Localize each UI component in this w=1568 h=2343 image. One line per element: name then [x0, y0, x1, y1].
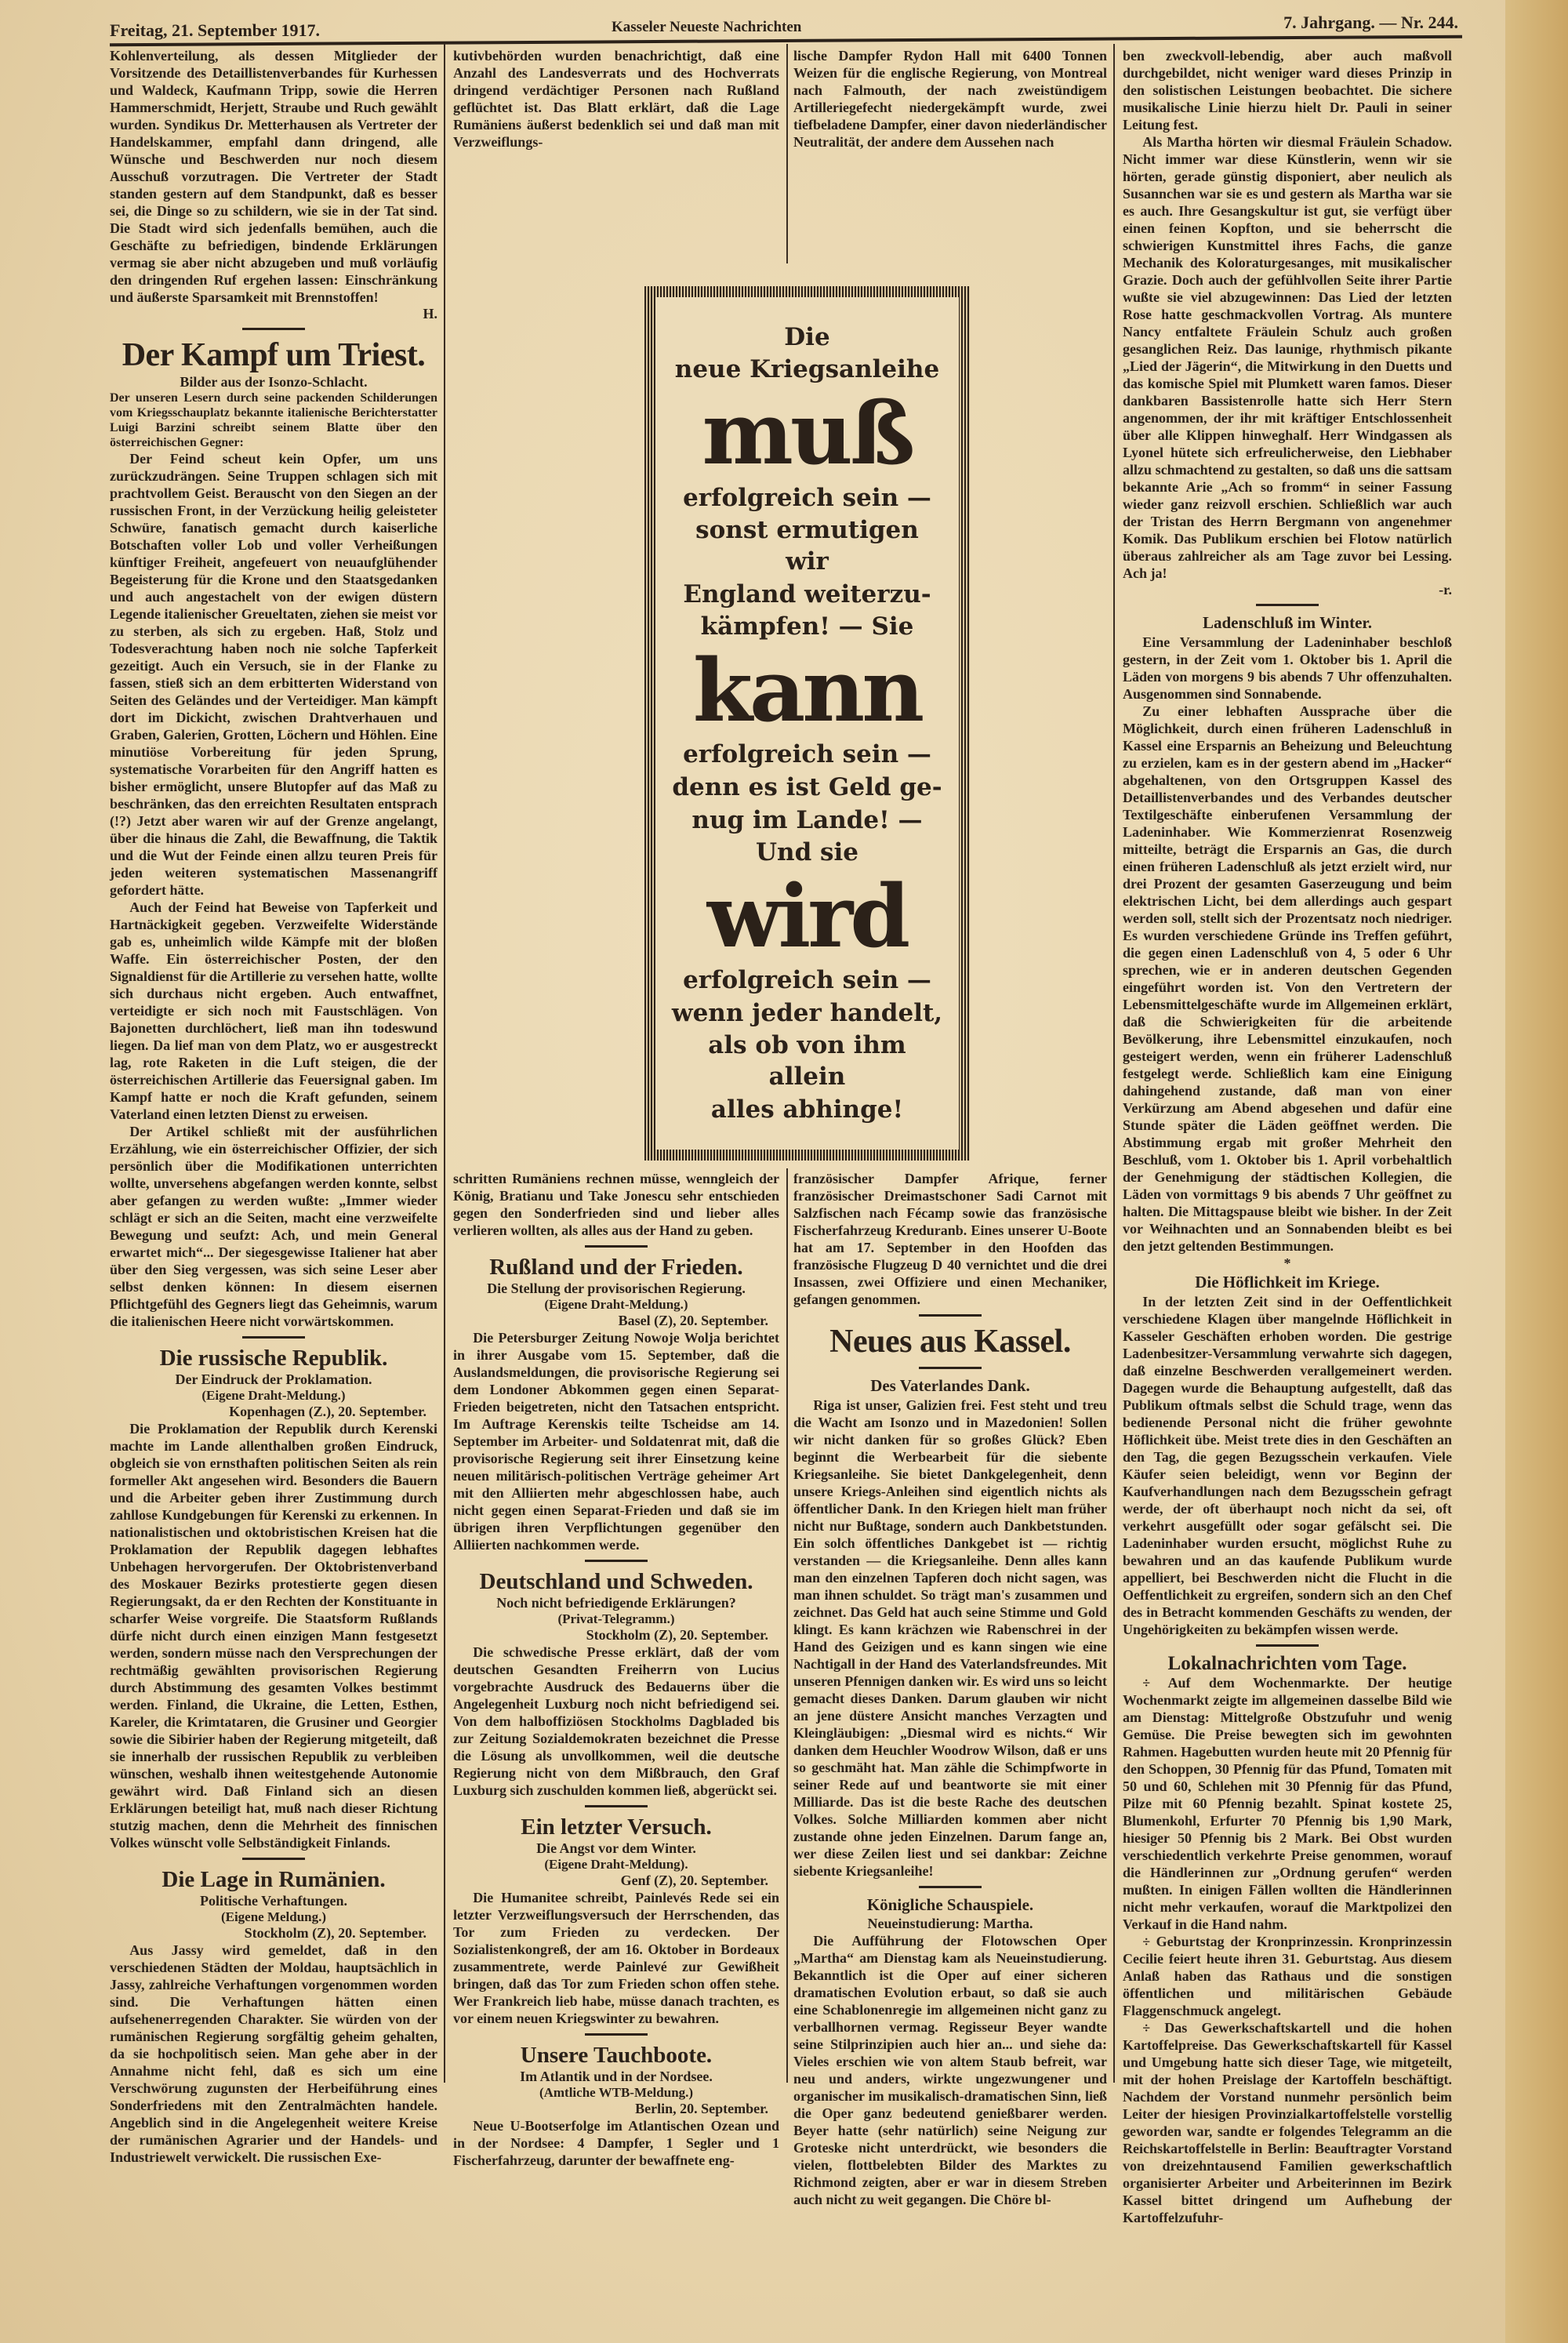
article-paragraph: Aus Jassy wird gemeldet, daß in den verschiedenen Städten der Moldau, hauptsächlich in Jassy, zahlreiche Verhaftungen vorgenommen worden sind. Die Verhaftungen hätten einen aufsehenerregenden Charakter. Sie würden von der rumänischen Regierung sorgfältig geheim gehalten, da sie hochpolitisch seien. Man gehe aber in der Annahme nicht fehl, daß es sich um eine Verschwörung zugunsten der Herbeiführung eines Sonderfriedens mit den Zentralmächten handele. Angeblich sind in die Angelegenheit weitere Kreise der rumänischen Agrarier und der Handels- und Industriewelt verwickelt. Die russischen Exe-	[110, 1942, 437, 2165]
article-paragraph: Der Artikel schließt mit der ausführlichen Erzählung, wie ein österreichischer Offizier, der sich persönlich über die Modifikationen unterrichten wollte, unversehens abgefangen werden konnte, selbst aber gefangen zu werden wußte: „Immer wieder schlägt er sich an die Seiten, macht eine verzweifelte Bewegung und seufzt: Ach, und mein General erwartet mich“... Der siegesgewisse Italiener hat aber über den Sieg vergessen, was sich seine Leser aber selbst denken können: In diesem eisernen Pflichtgefühl des Gegners liegt das Geheimnis, warum die italienischen Heere nicht vorwärtskommen.	[110, 1124, 437, 1329]
divider	[242, 328, 305, 330]
issue-number: 7. Jahrgang. — Nr. 244.	[1283, 13, 1458, 32]
article-text: Kohlenverteilung, als dessen Mitglieder der Vorsitzende des Detaillistenverbandes für Kurhessen und Waldeck, Kaufmann Tripp, sowie die Herren Hammerschmidt, Herjett, Straube und Ruch gewählt wurden. Syndikus Dr. Metterhausen als Vertreter der Handelskammer, empfahl dann dringend, alle Wünsche und Beschwerden nur noch diesem Ausschuß vorzutragen. Die Vertreter der Stadt standen gestern auf dem Standpunkt, daß es besser sei, die Dinge so zu schildern, wie sie in der Tat sind. Die Stadt wird sich jedenfalls bemühen, auch die Geschäfte zu befriedigen, bindende Erklärungen vermag sie aber nicht abzugeben und muß vorläufig den dringenden Ruf ergehen lassen: Einschränkung und äußerste Sparsamkeit mit Brennstoffen!	[110, 48, 437, 305]
source-note: (Eigene Meldung.)	[220, 1909, 327, 1924]
page-edge	[1505, 0, 1568, 2343]
column-2	[453, 1170, 779, 2169]
subheadline: Politische Verhaftungen.	[199, 1893, 347, 1909]
divider	[585, 2033, 648, 2036]
column-2-top	[453, 47, 779, 151]
column-divider	[1113, 44, 1115, 2083]
column-3	[793, 1170, 1107, 2208]
column-4	[1123, 47, 1452, 2226]
ad-line: erfolgreich sein —	[683, 740, 931, 769]
column-divider	[444, 44, 445, 2083]
newspaper-title: Kasseler Neueste Nachrichten	[612, 19, 802, 35]
dateline: Basel (Z), 20. September.	[618, 1313, 768, 1328]
headline-versuch: Ein letzter Versuch.	[521, 1814, 712, 1840]
subheadline: Die Stellung der provisorischen Regierung.	[487, 1280, 746, 1296]
ad-line: erfolgreich sein —	[683, 483, 931, 512]
ad-line: als ob von ihm allein	[708, 1031, 906, 1092]
ad-keyword: wird	[706, 865, 908, 967]
article-paragraph: Die schwedische Presse erklärt, daß der vom deutschen Gesandten Freiherrn von Lucius vorgebrachte Ausdruck des Bedauerns über die Angelegenheit Luxburg noch nicht befriedigend sei. Von dem halboffiziösen Stockholms Dagbladed bis zur Zeitung Sozialdemokraten bezeichnet die Presse die Lösung als unvollkommen, weil die deutsche Regierung nicht von dem Mißbrauch, den Graf Luxburg sich zuschulden kommen ließ, abgerückt sei.	[453, 1644, 779, 1798]
headline-ladenschluss: Ladenschluß im Winter.	[1202, 613, 1373, 632]
article-paragraph: Eine Versammlung der Ladeninhaber beschloß gestern, in der Zeit vom 1. Oktober bis 1. April die Läden von morgens 9 bis abends 7 Uhr offenzuhalten. Ausgenommen sind Sonnabende.	[1123, 634, 1452, 702]
dateline: Kopenhagen (Z.), 20. September.	[229, 1404, 426, 1419]
headline-schauspiele: Königliche Schauspiele.	[866, 1895, 1034, 1914]
subheadline: Bilder aus der Isonzo-Schlacht.	[180, 374, 368, 390]
headline-tauchboote: Unsere Tauchboote.	[520, 2043, 713, 2068]
source-note: (Privat-Telegramm.)	[557, 1611, 675, 1626]
headline-dank: Des Vaterlandes Dank.	[870, 1376, 1030, 1395]
section-title-neues-aus-kassel: Neues aus Kassel.	[829, 1324, 1071, 1360]
article-paragraph: Neue U-Bootserfolge im Atlantischen Ozean und in der Nordsee: 4 Dampfer, 1 Segler und 1 Fischerfahrzeug, darunter der bewaffnete eng-	[453, 2118, 779, 2168]
dateline: Genf (Z), 20. September.	[620, 1873, 768, 1888]
headline-republik: Die russische Republik.	[159, 1346, 388, 1371]
column-divider	[786, 1168, 788, 2083]
asterisk-separator: *	[1283, 1255, 1291, 1271]
ad-line: erfolgreich sein —	[683, 966, 931, 995]
subheadline: Die Angst vor dem Winter.	[536, 1840, 696, 1856]
divider	[1256, 1644, 1319, 1647]
article-paragraph: Die Petersburger Zeitung Nowoje Wolja berichtet in ihrer Ausgabe vom 15. September, daß die Auslandsmeldungen, die provisorische Regierung sei dem Londoner Abkommen gegen einen Separat-Frieden beigetreten, nicht den Tatsachen entspricht. Im Auftrage Kerenskis teilte Tscheidse am 14. September im Arbeiter- und Soldatenrat mit, daß die provisorische Regierung seit ihrer Einsetzung keine neuen militärisch-politischen Verträge geheimer Art mit den Alliierten mehr abgeschlossen habe, auch nicht gegen einen Separat-Frieden und daß sie im übrigen ihren Verpflichtungen gegenüber den Alliierten nachkommen werde.	[453, 1330, 779, 1553]
headline-russland: Rußland und der Frieden.	[489, 1255, 743, 1280]
divider	[1256, 604, 1319, 606]
article-text: kutivbehörden wurden benachrichtigt, daß eine Anzahl des Landesverrats und des Hochverrats dringend verdächtiger Personen nach Rußland geflüchtet ist. Das Blatt erklärt, daß die Lage Rumäniens äußerst bedenklich sei und daß man mit Verzweiflungs-	[453, 48, 779, 150]
dateline: Stockholm (Z), 20. September.	[586, 1627, 768, 1643]
article-text: schritten Rumäniens rechnen müsse, wenngleich der König, Bratianu und Take Jonescu sehr entschieden gegen den Sonderfrieden sind und lieber alles verlieren wollten, als alles aus der Hand zu geben.	[453, 1171, 779, 1238]
headline-triest: Der Kampf um Triest.	[122, 337, 426, 373]
subheadline: Im Atlantik und in der Nordsee.	[520, 2069, 713, 2084]
headline-lokalnachrichten: Lokalnachrichten vom Tage.	[1167, 1653, 1407, 1674]
article-paragraph: Die Humanitee schreibt, Painlevés Rede sei ein letzter Verzweiflungsversuch der Herrschenden, das Tor zum Frieden zu verdecken. Der Sozialistenkongreß, der am 16. Oktober in Bordeaux zusammentrete, werde Painlevé zur Gewißheit bringen, daß das Tor zum Frieden schon offen stehe. Wer Frankreich lieb habe, müsse danach trachten, es vor einem neuen Kriegswinter zu bewahren.	[453, 1890, 779, 2026]
article-paragraph: In der letzten Zeit sind in der Oeffentlichkeit verschiedene Klagen über mangelnde Höflichkeit in Kasseler Geschäften erhoben worden. Die gestrige Ladenbesitzer-Versammlung verwahrte sich dagegen, daß einzelne Beschwerden verallgemeinert werden. Dagegen wurde die Behauptung aufgestellt, daß das Publikum oftmals selbst die Schuld trage, wenn das bedienende Personal nicht die früher gewohnte Höflichkeit übe. Meist trete dies in den Geschäften an den Tag, die gegen Bezugsschein verkaufen. Viele Käufer seien beleidigt, wenn vor Beginn der Kaufverhandlungen nach dem Bezugsschein gefragt werde, der oft überhaupt noch nicht da sei, oft verkehrt ausgefüllt oder sogar gefälscht sei. Die Ladeninhaber wurden ersucht, möglichst Ruhe zu bewahren und an das kaufende Publikum wurde appelliert, bei Beschwerden nicht die Flucht in die Oeffentlichkeit zu ergreifen, sondern sich an den Chef des in Betracht kommenden Geschäfts zu wenden, der Ungehörigkeiten zu bekämpfen wissen werde.	[1123, 1294, 1452, 1637]
article-paragraph: ben zweckvoll-lebendig, aber auch maßvoll durchgebildet, nicht weniger ward dieses Prinzip in den solistischen Leistungen beobachtet. Die sichere musikalische Linie hierzu hielt Dr. Pauli in seiner Leitung fest.	[1123, 48, 1452, 133]
dateline: Berlin, 20. September.	[635, 2101, 768, 2116]
column-1	[110, 47, 437, 2166]
article-paragraph: Die Proklamation der Republik durch Kerenski machte im Lande allenthalben großen Eindruck, obgleich sie von ernsthaften politischen Seiten als rein formeller Akt angesehen wird. Besonders die Bauern und die Arbeiter geben ihrer Zustimmung durch zahllose Kundgebungen für Kerenski zu erkennen. In nationalistischen und oktobristischen Kreisen hat die Proklamation der Republik dagegen lebhaftes Unbehagen hervorgerufen. Der Oktobristenverband des Moskauer Bezirks protestierte gegen diesen Regierungsakt, da er den Rechten der Konstituante in scharfer Weise vorgreife. Die Staatsform Rußlands dürfe nicht durch einen einzigen Mann festgesetzt werden, sondern müsse nach den Versprechungen der rechtmäßig gewählten provisorischen Regierung durch Abstimmung des gesamten Volkes bestimmt werden. Finland, die Ukraine, die Letten, Esthen, Kareler, die Krimtataren, die Grusiner und Georgier sowie die Sibirier haben der Regierung mitgeteilt, daß sie innerhalb der russischen Republik zu verbleiben wünschen, weshalb ihnen weitestgehende Autonomie gewährt wird. Daß Finland sich an diesen Erklärungen beteiligt hat, muß nach dieser Richtung stutzig machen, denn die Mehrheit des finnischen Volkes wünscht volle Selbständigkeit Finlands.	[110, 1421, 437, 1851]
ad-line: Und sie	[756, 838, 858, 867]
column-divider	[786, 44, 788, 263]
ad-line: alles abhinge!	[710, 1095, 904, 1124]
ad-line: Die	[784, 322, 830, 351]
subheadline: Neueinstudierung: Martha.	[867, 1916, 1033, 1931]
war-bond-advertisement	[644, 286, 970, 1161]
ad-line: England weiterzu-	[683, 579, 931, 608]
ad-line: nug im Lande! —	[691, 805, 923, 834]
headline-hoeflichkeit: Die Höflichkeit im Kriege.	[1195, 1273, 1380, 1291]
issue-date: Freitag, 21. September 1917.	[110, 20, 321, 40]
subheadline: Noch nicht befriedigende Erklärungen?	[496, 1595, 736, 1611]
ad-keyword: muß	[702, 382, 913, 484]
article-paragraph: Riga ist unser, Galizien frei. Fest steht und treu die Wacht am Isonzo und in Mazedonien! Sollen wir nicht danken für so großes Glück? Eben beginnt die Werbearbeit für die siebente Kriegsanleihe. Sie bietet Dankgelegenheit, denn unsere Kriegs-Anleihen sind eigentlich nichts als öffentlicher Dank. In den Kriegen hielt man früher nicht nur Bußtage, sondern auch Dankbetstunden. Ein solch öffentliches Dankgebet ist — richtig verstanden — die Kriegsanleihe. Denn alles kann man den einzelnen Tapferen doch nicht sagen, was man ihnen schuldet. So trägt man's zusammen und zeichnet. Das Geld hat auch seine Stimme und Gold klingt. Es kann krächzen wie Rabenschrei in der Hand des Geizigen und es kann singen wie eine Nachtigall in der Hand des Vaterlandsfreundes. Mit unseren Pfennigen danken wir. Es wird uns so leicht gemacht dieses Danken. Darum glauben wir nicht an jene düstere Ansicht manches Verzagten und Kleingläubigen: „Diesmal wird es nichts.“ Wir danken dem Heuchler Woodrow Wilson, daß er uns so geschmäht hat. Man zähle die Schimpfworte in seiner Rede auf und beantworte sie mit einer Milliarde. Das ist die beste Rache des deutschen Volkes. Solche Milliarden kommen aber nicht zustande ohne jeden Einzelnen. Darum fange an, wer diese Zeilen liest und sei dankbar: Zeichne siebente Kriegsanleihe!	[793, 1397, 1107, 1879]
headline-rumaenien: Die Lage in Rumänien.	[162, 1867, 386, 1892]
divider	[242, 1336, 305, 1339]
article-paragraph: Als Martha hörten wir diesmal Fräulein Schadow. Nicht immer war diese Künstlerin, wenn wir sie hörten, gerade günstig disponiert, aber neulich als Susannchen war sie es und gestern als Martha war sie es auch. Ihre Gesangskultur ist gut, sie verfügt über einen feinen Kopfton, und sie beherrscht die schwierigen Kunstmittel ihres Fachs, die ganze Mechanik des Koloraturgesanges, mit musikalischer Grazie. Doch auch der gefühlvollen Seite ihrer Partie wußte sie viel abzugewinnen: Das Lied der letzten Rose hatte geschmackvollen Vortrag. Als muntere Nancy entfaltete Fräulein Schulz auch großen gesanglichen Reiz. Das launige, rhythmisch pikante „Lied der Jägerin“, die Mitwirkung in den Duetts und das komische Spiel mit Plumkett waren famos. Dieser dankbaren Bassistenrolle hatte sich Herr Stern angenommen, der ihr mit kräftiger Entschlossenheit über alle Klippen hinweghalf. Herr Windgassen als Lyonel hütete sich erfreulicherweise, den Liebhaber allzu schmachtend zu gestalten, so daß uns die sattsam bekannte Arie „Ach so fromm“ in seiner Fassung wieder ganz reizvoll erschien. Schließlich war auch der Tristan des Herrn Bergmann von angenehmer Komik. Das Publikum erschien bei Flotow natürlich überaus zahlreicher als am Tage zuvor bei Lessing. Ach ja!	[1123, 134, 1452, 581]
article-lead: Der unseren Lesern durch seine packenden Schilderungen vom Kriegsschauplatz bekannte italienische Berichterstatter Luigi Barzini schreibt seinem Blatte über den österreichischen Gegner:	[110, 391, 437, 449]
divider	[585, 1805, 648, 1807]
source-note: (Eigene Draht-Meldung.)	[201, 1388, 346, 1403]
source-note: (Eigene Draht-Meldung).	[544, 1857, 688, 1872]
article-paragraph: Der Feind scheut kein Opfer, um uns zurückzudrängen. Seine Truppen schlagen sich mit prachtvollem Geist. Berauscht von den Siegen an der russischen Front, in der Verzückung heilig geleisteter Schwüre, fanatisch gemacht durch kaiserliche Botschaften voller Lob und voller Verheißungen künftiger Freiheit, angefeuert von neuaufglühender Begeisterung für die Krone und den Staatsgedanken und auch angestachelt von der ewigen düstern Legende italienischer Greueltaten, ziehen sie meist vor zu sterben, als sich zu ergeben. Haß, Stolz und Todesverachtung haben noch nie solche Tapferkeit gezeitigt. Auch ein Versuch, sie in der Flanke zu fassen, stieß sich an dem erbitterten Widerstand von Seiten des Geländes und der Verteidiger. Man kämpft dort im Dickicht, zwischen Drahtverhauen und Graben, Galerien, Grotten, Löchern und Höhlen. Eine minutiöse Vorbereitung für jeden Sprung, systematische Vorarbeiten für den Angriff hatten es bisher ermöglicht, unsere Blutopfer auf das Maß zu beschränken, das den erreichten Resultaten entsprach (!?) Jetzt aber waren wir auf der Grenze angelangt, über die hinaus die Zahl, die Bewaffnung, die Taktik und die Wut der Feinde einen allzu teuren Preis für jeden weiteren systematischen Massenangriff gefordert hätte.	[110, 451, 437, 898]
source-note: (Eigene Draht-Meldung.)	[544, 1297, 688, 1312]
subheadline: Der Eindruck der Proklamation.	[175, 1371, 372, 1387]
local-news-item: ÷ Auf dem Wochenmarkte. Der heutige Wochenmarkt zeigte im allgemeinen dasselbe Bild wie am Dienstag: Mittelgroße Obstzufuhr und wenig Gemüse. Die Preise bewegten sich im gewohnten Rahmen. Hagebutten wurden heute mit 20 Pfennig für den Schoppen, 30 Pfennig für das Pfund, Tomaten mit 50 und 60, Schlehen mit 30 Pfennig für das Pfund, Pilze mit 60 Pfennig bezahlt. Spinat kostete 25, Blumenkohl, Erfurter 70 Pfennig bis 1,90 Mark, hiesiger 50 Pfennig bis 2 Mark. Bei Obst wurden verschiedentlich verkehrte Preise genommen, worauf die Händlerinnen zur „Ordnung gerufen“ werden mußten. In einigen Fällen wollten die Händlerinnen nicht mehr verkaufen, worauf die Marktpolizei den Verkauf in die Hand nahm.	[1123, 1675, 1452, 1932]
ad-line: sonst ermutigen wir	[695, 516, 919, 576]
dateline: Stockholm (Z), 20. September.	[244, 1925, 426, 1941]
article-paragraph: Die Aufführung der Flotowschen Oper „Martha“ am Dienstag kam als Neueinstudierung. Bekanntlich ist die Oper auf einer sicheren dramatischen Evolution erbaut, so daß sie auch eine Schablonenregie im allgemeinen nicht ganz zu verballhornen vermag. Regisseur Beyer wandte seine Stilprinzipien auch hier an... und siehe da: Vieles erschien wie von altem Staub befreit, war neu und anders, wirkte ungezwungener und organischer im musikalisch-dramatischen Sinn, ließ die Oper ganz bedeutend genießbarer werden. Beyer hatte (sehr natürlich) seine Neigung zur Groteske nicht unterdrückt, wie besonders die vielen, flottbelebten Bilder des Marktes zu Richmond zeigten, aber er war in diesem Streben auch nicht zu weit gegangen. Die Chöre bl-	[793, 1933, 1107, 2207]
divider	[919, 1367, 982, 1369]
article-text: lische Dampfer Rydon Hall mit 6400 Tonnen Weizen für die englische Regierung, von Montreal nach Falmouth, der nach zweistündigem Artilleriegefecht niedergekämpft wurde, zwei tiefbeladene Dampfer, einer davon niederländischer Neutralität, der andere dem Aussehen nach	[793, 48, 1107, 150]
source-note: (Amtliche WTB-Meldung.)	[539, 2085, 694, 2100]
divider	[585, 1560, 648, 1562]
headline-schweden: Deutschland und Schweden.	[479, 1569, 753, 1594]
ad-line: kämpfen! — Sie	[700, 612, 914, 641]
author-initial: -r.	[1439, 582, 1452, 598]
article-paragraph: Zu einer lebhaften Aussprache über die Möglichkeit, durch einen früheren Ladenschluß in Kassel eine Ersparnis an Beheizung und Beleuchtung zu erzielen, kam es in der gestern abend im „Hacker“ abgehaltenen, von den Ortsgruppen Kassel des Detaillistenverbandes und des Verbandes deutscher Textilgeschäfte einberufenen Versammlung der Ladeninhaber. Wie Kommerzienrat Rosenzweig mitteilte, beträgt die Ersparnis an Gas, die durch einen früheren Ladenschluß als jetzt erzielt wird, nur drei Prozent der gesamten Gaserzeugung und beim elektrischen Licht, bei dem allerdings auch gespart werden soll, stellt sich der Prozentsatz noch niedriger. Es wurden verschiedene Gründe ins Treffen geführt, die gegen einen Ladenschluß von 4, 5 oder 6 Uhr sprechen, wie er in anderen deutschen Gegenden eingeführt worden ist. Von den Vertretern der Lebensmittelgeschäfte wurde im Allgemeinen erklärt, daß die Schwierigkeiten für die arbeitende Bevölkerung, ihre Lebensmittel einzukaufen, noch gesteigert werden, wenn ein früherer Ladenschluß festgelegt werde. Schließlich kam eine Einigung dahingehend zustande, daß man von einer Verkürzung am Abend abgesehen und dafür eine Stunde später die Läden geöffnet werden. Die Abstimmung ergab mit großer Mehrheit den Beschluß, vom 1. Oktober bis 1. April vorbehaltlich der Genehmigung der städtischen Kollegien, die Läden von vormittags 9 bis abends 7 Uhr geöffnet zu halten. Die Mittagspause bleibt wie bisher. In der Zeit vor Weihnachten und an Sonnabenden bleibt es bei den jetzt geltenden Bestimmungen.	[1123, 703, 1452, 1254]
divider	[585, 1245, 648, 1248]
ad-line: neue Kriegsanleihe	[674, 355, 940, 384]
column-3-top	[793, 47, 1107, 151]
divider	[919, 1886, 982, 1888]
local-news-item: ÷ Das Gewerkschaftskartell und die hohen Kartoffelpreise. Das Gewerkschaftskartell für Kassel und Umgebung hatte sich dieser Tage, wie mitgeteilt, mit der hohen Preislage der Kartoffeln beschäftigt. Nachdem der Vorstand nunmehr persönlich beim Leiter der hiesigen Provinzialkartoffelstelle vorstellig geworden war, sandte er folgendes Telegramm an die Reichskartoffelstelle in Berlin: Beauftragter Vorstand von dreizehntausend Familien gewerkschaftlich organisierter Arbeiter und Arbeiterinnen im Bezirk Kassel bittet dringend um Aufhebung der Kartoffelzufuhr-	[1123, 2020, 1452, 2225]
ad-line: wenn jeder handelt,	[671, 998, 943, 1027]
author-initial: H.	[423, 306, 437, 321]
article-paragraph: Auch der Feind hat Beweise von Tapferkeit und Hartnäckigkeit gegeben. Verzweifelte Widerstände gab es, unheimlich wilde Kämpfe mit der bloßen Waffe. Ein österreichischer Posten, der den Signaldienst für die Artillerie zu versehen hatte, wollte sich durchaus nicht ergeben. Auch entwaffnet, verteidigte er sich noch mit Faustschlägen. Von Bajonetten durchlöchert, ließ man ihn todeswund liegen. Da lief man von dem Platz, wo er ausgestreckt lag, rote Raketen in die Luft steigen, die der österreichischen Artillerie das Feuersignal gaben. Im Kampf hatte er noch die Kraft gefunden, seinem Vaterland einen letzten Dienst zu erweisen.	[110, 899, 437, 1122]
divider	[242, 1858, 305, 1860]
article-text: französischer Dampfer Afrique, ferner französischer Dreimastschoner Sadi Carnot mit Salzfischen nach Fécamp sowie das französische Fischerfahrzeug Kreduranb. Eines unserer U-Boote hat am 17. September in den Hoofden das französische Flugzeug D 40 vernichtet und die drei Insassen, zwei Offiziere und einen Mechaniker, gefangen genommen.	[793, 1171, 1107, 1307]
local-news-item: ÷ Geburtstag der Kronprinzessin. Kronprinzessin Cecilie feiert heute ihren 31. Geburtstag. Aus diesem Anlaß haben das Rathaus und die sonstigen öffentlichen und militärischen Gebäude Flaggenschmuck angelegt.	[1123, 1934, 1452, 2018]
ad-keyword: kann	[692, 639, 922, 741]
divider	[919, 1314, 982, 1317]
ad-line: denn es ist Geld ge-	[672, 772, 942, 801]
